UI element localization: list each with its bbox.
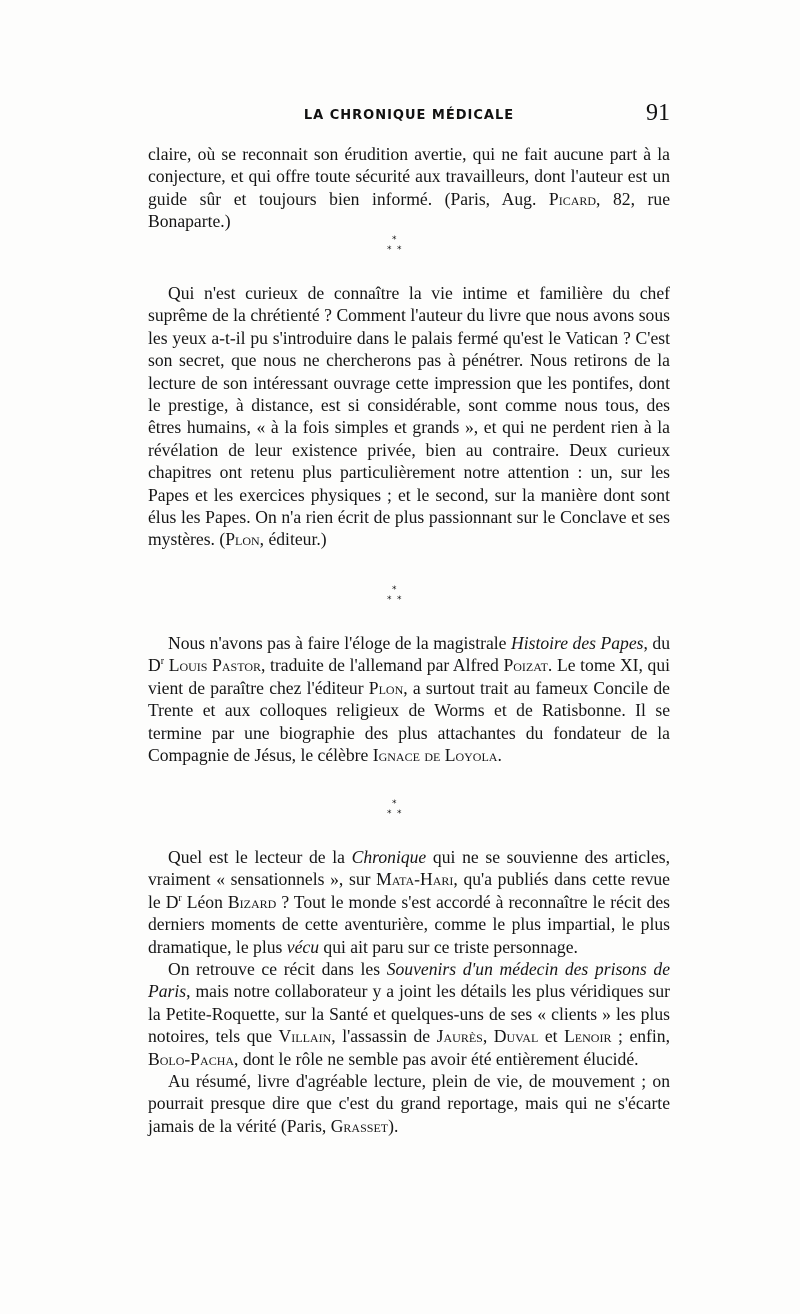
text: . Le tome XI, qui vient de paraître chez l'éditeur — [148, 655, 671, 698]
asterism-separator — [377, 586, 417, 608]
text: , mais notre collaborateur y a joint les détails les plus véridiques sur la Petite-Roquette, sur la Santé et quelques-uns de ses « clients » les plus notoires, tels que — [148, 981, 670, 1047]
asterisk-glyph: * — [387, 595, 392, 605]
asterism-separator — [377, 800, 417, 822]
text: claire, où se reconnait son érudition avertie, qui ne fait aucune part à la conjecture, et qui offre toute sécurité aux travailleurs, dont l'auteur est un guide sûr et toujours bien informé. (Paris, Aug. — [148, 144, 670, 209]
translator-name: Poizat — [503, 655, 548, 676]
asterisk-glyph: * — [392, 585, 397, 595]
text: , traduite de l'allemand par Alfred — [261, 655, 504, 676]
person-name: Bolo-Pacha — [148, 1048, 235, 1069]
asterisk-glyph: * — [387, 245, 392, 255]
text: Nous n'avons pas à faire l'éloge de la magistrale — [168, 633, 511, 653]
text: , a surtout trait au fameux Concile de Trente et aux colloques religieux de Worms et de Ratisbonne. Il se termine par une biographie des plus attachantes du fondateur de la Compagnie de Jésus, le célèbre — [148, 677, 670, 766]
person-name: Villain — [278, 1026, 332, 1047]
page-number: 91 — [646, 100, 670, 126]
text: , dont le rôle ne semble pas avoir été entièrement élucidé. — [234, 1048, 639, 1069]
text: Léon — [181, 891, 228, 912]
book-title: Souvenirs d'un médecin des prisons de Paris — [148, 959, 670, 1002]
text: qui ait paru sur ce triste personnage. — [319, 936, 578, 957]
text: Qui n'est curieux de connaître la vie intime et familière du chef suprême de la chrétienté ? Comment l'auteur du livre que nous avons sous les yeux a-t-il pu s'introduire dans le palais fermé qu'est le Vatican ? C'est son secret, que nous ne chercherons pas à pénétrer. Nous retirons de la lecture de son intéressant ouvrage cette impression que les pontifes, dont le prestige, à distance, est si considérable, sont comme nous tous, des êtres humains, « à la fois simples et grands », et qui ne perdent rien à la révélation de leur existence privée, bien au contraire. Deux curieux chapitres ont retenu plus particulièrement notre attention : un, sur les Papes et les exercices physiques ; et le second, sur la manière dont sont élus les Papes. On n'a rien écrit de plus passionnant sur le Conclave et ses mystères. ( — [148, 283, 670, 550]
publisher-name: Plon — [225, 529, 260, 550]
paragraph — [148, 958, 670, 1070]
publisher-name: Plon — [368, 677, 404, 698]
paragraph — [148, 632, 670, 766]
asterisk-glyph: * — [397, 245, 402, 255]
person-name: Bizard — [227, 891, 277, 912]
subject-name: Ignace de Loyola — [372, 745, 498, 766]
text: . — [497, 745, 502, 766]
person-name: Lenoir — [564, 1026, 612, 1047]
text: , 82, rue Bonaparte.) — [148, 188, 671, 232]
text: ; enfin, — [611, 1026, 671, 1047]
review-histoire-des-papes — [148, 632, 670, 766]
publisher-name: Grasset — [330, 1115, 389, 1136]
text: Au résumé, livre d'agréable lecture, plein de vie, de mouvement ; on pourrait presque dire que c'est du grand reportage, mais qui ne s'écarte jamais de la vérité (Paris, — [148, 1071, 670, 1136]
asterisk-glyph: * — [397, 595, 402, 605]
text: ? Tout le monde s'est accordé à reconnaître le récit des derniers moments de cette aventurière, comme le plus impartial, le plus dramatique, le plus — [148, 891, 670, 957]
publisher-name: Picard — [548, 188, 597, 209]
journal-title: Chronique — [351, 847, 427, 867]
superscript: r — [160, 656, 165, 668]
superscript: r — [178, 892, 182, 904]
text: , l'assassin de — [331, 1026, 437, 1047]
text: et — [538, 1026, 565, 1047]
text: ). — [388, 1115, 399, 1136]
running-title: LA CHRONIQUE MÉDICALE — [303, 108, 515, 123]
italic-word: vécu — [286, 936, 319, 957]
person-name: Mata-Hari — [376, 869, 454, 890]
text: Quel est le lecteur de la — [168, 847, 352, 867]
text: , éditeur.) — [259, 529, 327, 550]
author-name: Louis Pastor — [168, 655, 261, 676]
text: , qu'a publiés dans cette revue le D — [148, 869, 670, 912]
asterism-separator — [377, 236, 417, 258]
person-name: Jaurès — [436, 1026, 483, 1047]
paragraph — [148, 1070, 670, 1137]
book-title: Histoire des Papes — [511, 633, 644, 653]
paragraph — [148, 143, 670, 233]
review-vatican — [148, 282, 670, 551]
paragraph — [148, 282, 670, 551]
text: , du D — [148, 633, 671, 676]
asterisk-glyph: * — [387, 809, 392, 819]
paragraph-continuation — [148, 143, 670, 233]
review-souvenirs — [148, 846, 670, 1137]
text: qui ne se souvienne des articles, vraiment « sensationnels », sur — [148, 847, 670, 890]
person-name: Duval — [493, 1026, 539, 1047]
asterisk-glyph: * — [392, 235, 397, 245]
asterisk-glyph: * — [392, 799, 397, 809]
running-header — [148, 100, 670, 136]
paragraph — [148, 846, 670, 958]
text: On retrouve ce récit dans les — [168, 959, 387, 980]
asterisk-glyph: * — [397, 809, 402, 819]
text: , — [482, 1026, 494, 1047]
